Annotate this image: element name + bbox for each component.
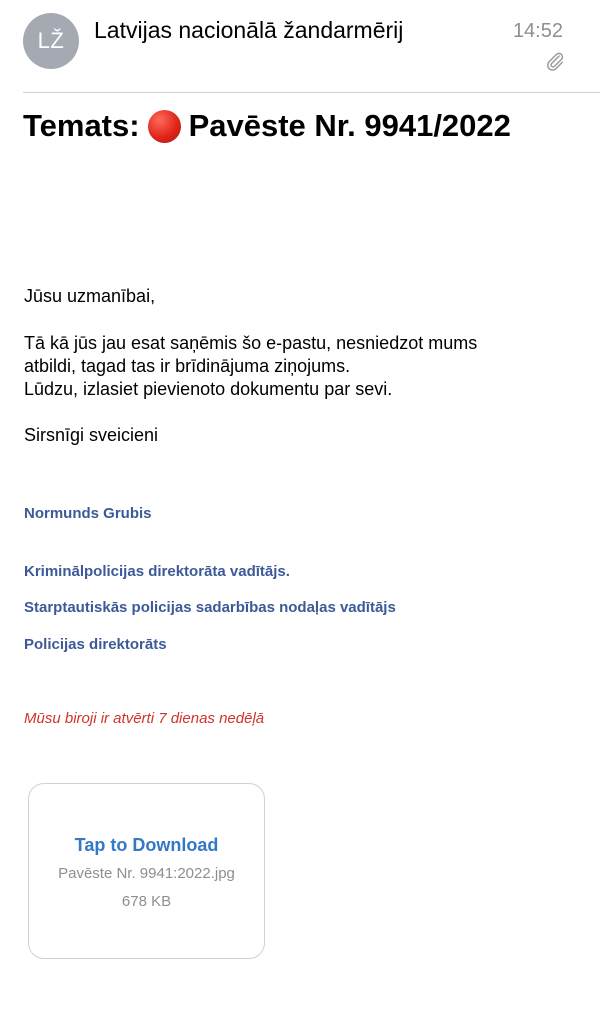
header-divider: [23, 92, 600, 93]
tap-to-download-link[interactable]: Tap to Download: [74, 835, 219, 855]
body-line-3: Lūdzu, izlasiet pievienoto dokumentu par sevi.: [24, 379, 393, 399]
avatar-initials: LŽ: [37, 28, 65, 53]
sender-avatar[interactable]: [23, 13, 79, 69]
office-hours-note: Mūsu biroji ir atvērti 7 dienas nedēļā: [24, 710, 265, 727]
attachment-card[interactable]: [28, 783, 265, 959]
body-line-1: Tā kā jūs jau esat saņēmis šo e-pastu, nesniedzot mums: [24, 333, 478, 353]
subject-title: Pavēste Nr. 9941/2022: [188, 108, 511, 143]
subject-line: [23, 108, 511, 144]
sender-name[interactable]: Latvijas nacionālā žandarmērij: [94, 17, 404, 43]
signature-name[interactable]: Normunds Grubis: [24, 505, 152, 522]
attachment-filename: Pavēste Nr. 9941:2022.jpg: [58, 865, 235, 882]
body-line-2: atbildi, tagad tas ir brīdinājuma ziņojums.: [24, 356, 351, 376]
greeting: Jūsu uzmanībai,: [24, 286, 156, 306]
signature-title-3[interactable]: Policijas direktorāts: [24, 636, 167, 653]
signature-title-1[interactable]: Kriminālpolicijas direktorāta vadītājs.: [24, 563, 290, 580]
subject-prefix: Temats:: [23, 108, 140, 143]
red-circle-icon: [148, 110, 181, 143]
paperclip-icon: [544, 50, 566, 72]
email-time: 14:52: [512, 20, 563, 42]
attachment-size: 678 KB: [121, 893, 172, 910]
signature-title-2[interactable]: Starptautiskās policijas sadarbības nodaļas vadītājs: [24, 599, 396, 616]
closing: Sirsnīgi sveicieni: [24, 425, 159, 445]
